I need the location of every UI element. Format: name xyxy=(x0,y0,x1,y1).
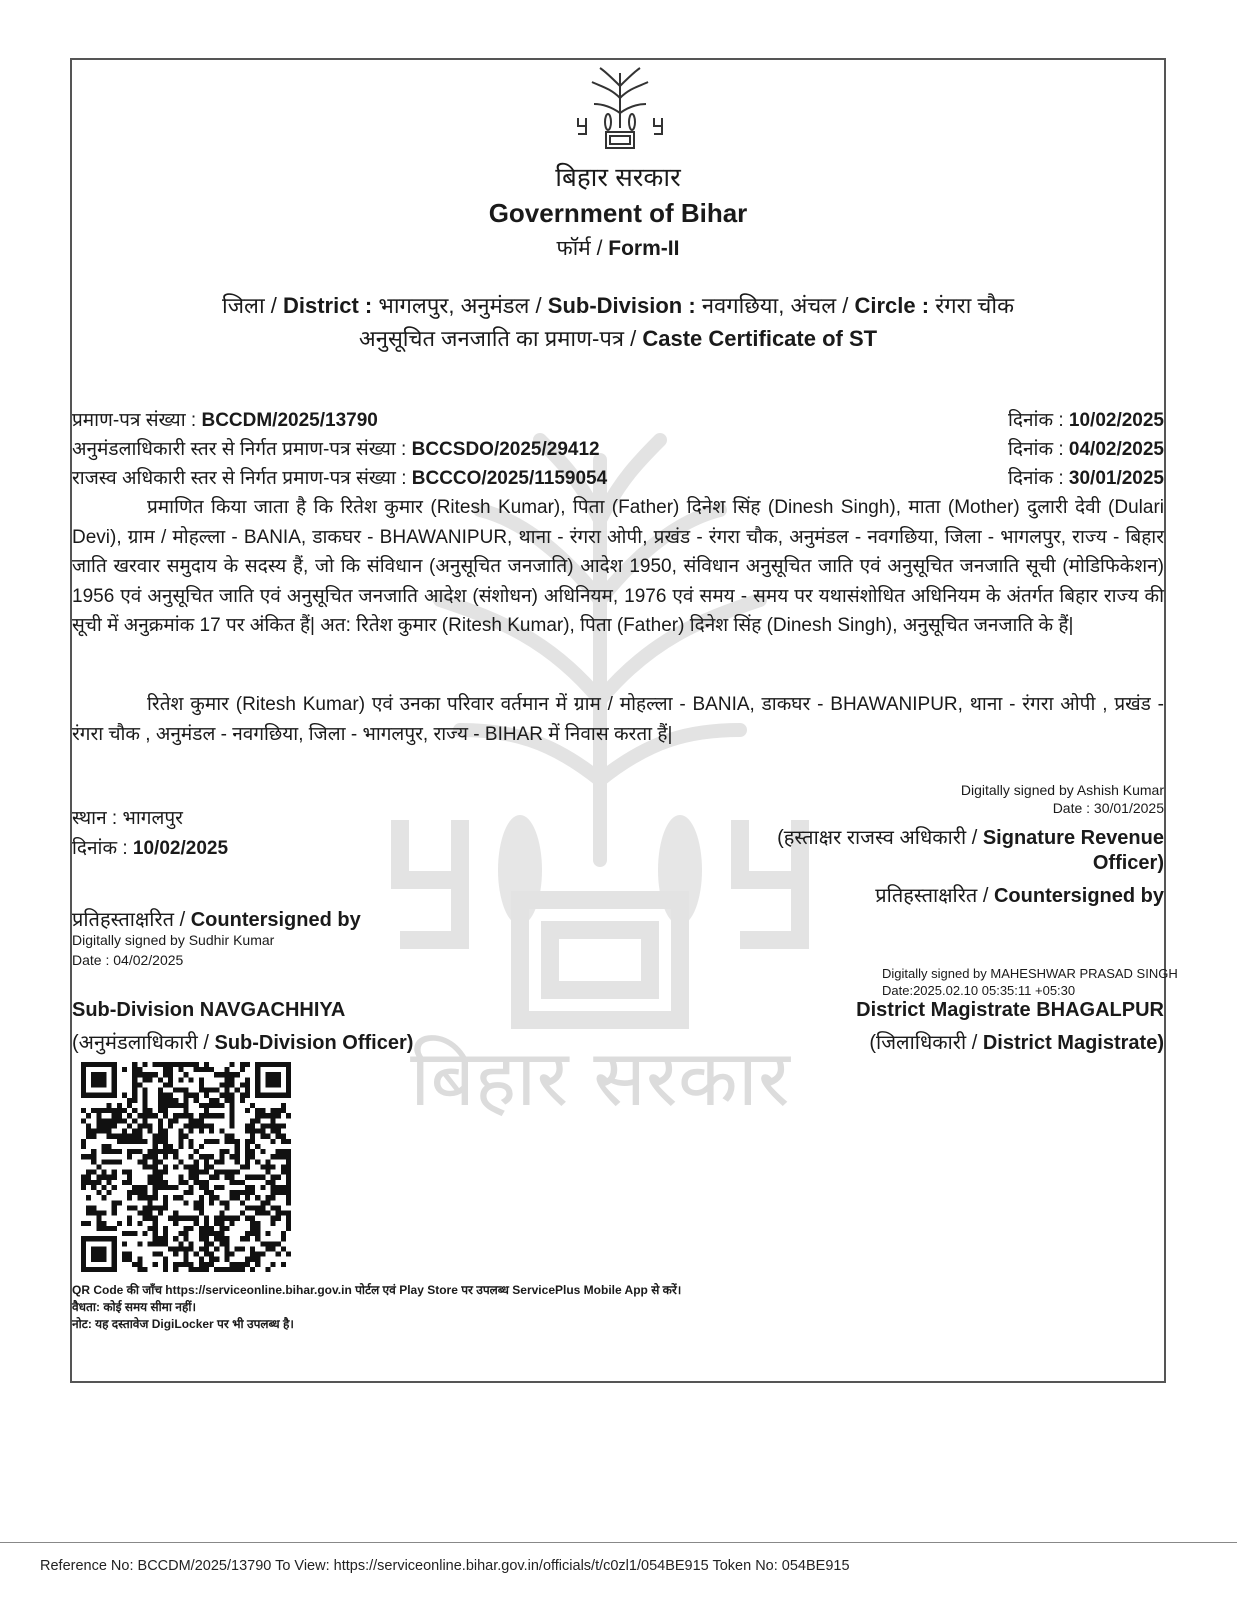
district-label-en: District xyxy=(282,293,359,318)
subdivision-value: नवगछिया xyxy=(701,293,779,318)
subdivision-label-en: Sub-Division xyxy=(547,293,683,318)
circle-label-en: Circle xyxy=(854,293,916,318)
district-label-hi: जिला xyxy=(222,293,265,318)
sdo-number: BCCSDO/2025/29412 xyxy=(411,439,600,460)
co-date: 30/01/2025 xyxy=(1068,468,1164,489)
place-line: स्थान : भागलपुर xyxy=(72,808,183,829)
circle-label-hi: अंचल xyxy=(790,293,837,318)
sdo-title: (अनुमंडलाधिकारी / Sub-Division Officer) xyxy=(72,1032,414,1054)
cert-title-hi: अनुसूचित जनजाति का प्रमाण-पत्र xyxy=(358,326,624,351)
qr-code[interactable] xyxy=(78,1062,294,1272)
sdo-date: 04/02/2025 xyxy=(1068,439,1164,460)
district-value: भागलपुर xyxy=(378,293,449,318)
co-number-row: राजस्व अधिकारी स्तर से निर्गत प्रमाण-पत्र संख्या : BCCCO/2025/1159054 दिनांक : 30/01/2025 xyxy=(72,468,1164,489)
header-gov-english: Government of Bihar xyxy=(488,198,748,228)
date-line: दिनांक : 10/02/2025 xyxy=(72,838,229,859)
revenue-officer-digital-sign: Digitally signed by Ashish Kumar xyxy=(960,782,1164,798)
dm-digital-sign: Digitally signed by MAHESHWAR PRASAD SINGH xyxy=(882,966,1178,981)
cert-number: BCCDM/2025/13790 xyxy=(201,410,378,431)
bihar-emblem-logo xyxy=(570,58,670,158)
sdo-number-row: अनुमंडलाधिकारी स्तर से निर्गत प्रमाण-पत्र संख्या : BCCSDO/2025/29412 दिनांक : 04/02/2025 xyxy=(72,439,1164,460)
dm-name: District Magistrate BHAGALPUR xyxy=(856,999,1164,1021)
footer-reference: Reference No: BCCDM/2025/13790 To View: https://serviceonline.bihar.gov.in/officials/t/c0zl1/054BE915 Token No: 054BE915 xyxy=(40,1558,850,1574)
place-date-value: 10/02/2025 xyxy=(132,838,229,859)
certificate-paragraph-1: प्रमाणित किया जाता है कि रितेश कुमार (Ritesh Kumar), पिता (Father) दिनेश सिंह (Dinesh Singh), माता (Mother) दुलारी देवी (Dulari Devi), ग्राम / मोहल्ला - BANIA, डाकघर - BHAWANIPUR, थाना - रंगरा ओपी, प्रखंड - रंगरा चौक, अनुमंडल - नवगछिया, जिला - भागलपुर, राज्य - बिहार जाति खरवार समुदाय के सदस्य हैं, जो कि संविधान (अनुसूचित जनजाति) आदेश 1950, संविधान अनुसूचित जाति एवं अनुसूचित जनजाति सूची (मोडिफिकेशन) 1956 एवं अनुसूचित जाति एवं अनुसूचित जनजाति आदेश (संशोधन) अधिनियम, 1976 एवं समय - समय पर यथासंशोधित अधिनियम के अंतर्गत बिहार राज्य की सूची में अनुक्रमांक 17 पर अंकित हैं| अत: रितेश कुमार (Ritesh Kumar), पिता (Father) दिनेश सिंह (Dinesh Singh), अनुसूचित जनजाति के हैं| xyxy=(72,497,1164,636)
cert-title-en: Caste Certificate of ST xyxy=(642,326,878,351)
subdivision-label-hi: अनुमंडल xyxy=(460,293,530,318)
certificate-paragraph-2: रितेश कुमार (Ritesh Kumar) एवं उनका परिवार वर्तमान में ग्राम / मोहल्ला - BANIA, डाकघर - BHAWANIPUR, थाना - रंगरा ओपी , प्रखंड - रंगरा चौक , अनुमंडल - नवगछिया, जिला - भागलपुर, राज्य - BIHAR में निवास करता हैं| xyxy=(72,694,1164,745)
header-gov-hindi: बिहार सरकार xyxy=(555,162,681,192)
certificate-title: अनुसूचित जनजाति का प्रमाण-पत्र / Caste Certificate of ST xyxy=(358,326,878,351)
sdo-countersigned-by: प्रतिहस्ताक्षरित / Countersigned by xyxy=(72,909,361,931)
revenue-officer-title: (हस्ताक्षर राजस्व अधिकारी / Signature Revenue xyxy=(777,827,1164,849)
watermark-text: बिहार सरकार xyxy=(410,1034,790,1124)
sdo-name: Sub-Division NAVGACHHIYA xyxy=(72,999,346,1021)
qr-note-verify: QR Code की जाँच https://serviceonline.bihar.gov.in पोर्टल एवं Play Store पर उपलब्ध ServicePlus Mobile App से करें। xyxy=(72,1283,682,1297)
revenue-officer-title-2: Officer) xyxy=(1092,852,1164,874)
form-hindi: फॉर्म xyxy=(556,237,591,260)
dm-sign-date: Date:2025.02.10 05:35:11 +05:30 xyxy=(882,983,1076,998)
place-value: भागलपुर xyxy=(122,808,183,829)
qr-note-digilocker: नोट: यह दस्तावेज DigiLocker पर भी उपलब्ध है। xyxy=(72,1317,294,1331)
header-district-line: जिला / District : भागलपुर, अनुमंडल / Sub-Division : नवगछिया, अंचल / Circle : रंगरा चौक xyxy=(222,293,1014,318)
dm-title: (जिलाधिकारी / District Magistrate) xyxy=(869,1032,1164,1054)
cert-number-row: प्रमाण-पत्र संख्या : BCCDM/2025/13790 दिनांक : 10/02/2025 xyxy=(72,410,1164,431)
circle-value: रंगरा चौक xyxy=(935,293,1014,318)
revenue-countersigned-by: प्रतिहस्ताक्षरित / Countersigned by xyxy=(875,885,1164,907)
qr-note-validity: वैधता: कोई समय सीमा नहीं। xyxy=(72,1300,196,1314)
form-english: Form-II xyxy=(608,237,680,260)
footer-divider xyxy=(0,1542,1237,1543)
header-form: फॉर्म / Form-II xyxy=(556,237,680,260)
co-number: BCCCO/2025/1159054 xyxy=(411,468,608,489)
sdo-digital-sign: Digitally signed by Sudhir Kumar xyxy=(72,932,275,948)
qr-notes xyxy=(72,1282,752,1333)
cert-date: 10/02/2025 xyxy=(1068,410,1164,431)
sdo-sign-date: Date : 04/02/2025 xyxy=(72,952,184,968)
revenue-officer-sign-date: Date : 30/01/2025 xyxy=(1052,800,1164,816)
